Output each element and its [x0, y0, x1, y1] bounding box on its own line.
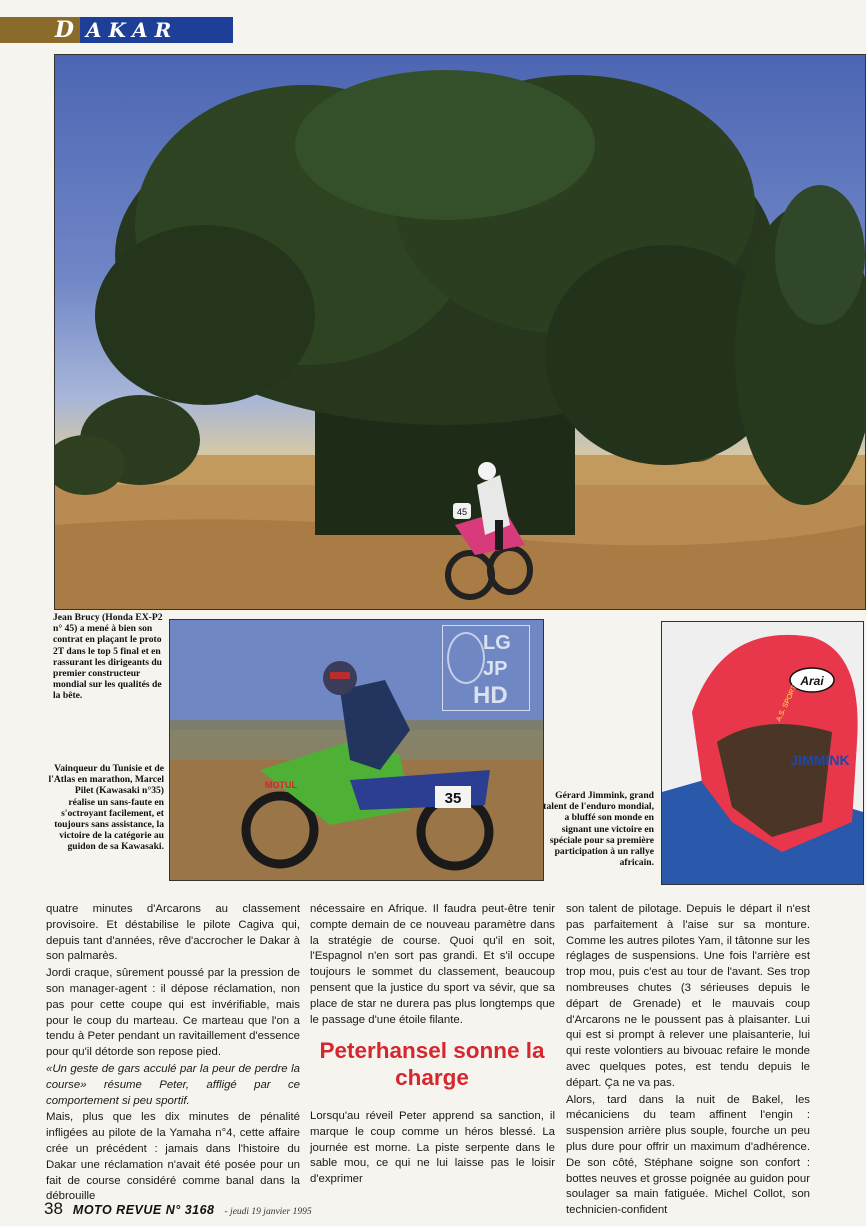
- paragraph: Mais, plus que les dix minutes de pénalité infligées au pilote de la Yamaha n°4, cette affaire crée un précédent : jamais dans l'histoire du Dakar une réclamation n'avait été posée pour un fait de course considéré comme banal dans la débrouille: [46, 1111, 300, 1203]
- section-header: [0, 17, 233, 43]
- paragraph: quatre minutes d'Arcarons au classement provisoire. Et déstabilise le pilote Cagiva qui, depuis tant d'années, rêve d'accrocher le Dakar à son palmarès.: [46, 903, 300, 963]
- page-footer: [44, 1199, 312, 1221]
- main-bib-number: 45: [456, 507, 468, 517]
- paragraph: Jordi craque, sûrement poussé par la pression de son manager-agent : il dépose réclamation, non pas pour cette coupe qui est invérifiable, mais pour le coup du marteau. Ce marteau que l'on a tendu à Peter pendant un ravitaillement d'essence pour qu'il détorde son repose pied.: [46, 967, 300, 1059]
- article-column-2-continued: [310, 1109, 555, 1188]
- main-photo-illustration: [55, 55, 865, 609]
- article-subheadline: Peterhansel sonne la charge: [319, 1038, 545, 1090]
- main-photo: [54, 54, 866, 610]
- paragraph: son talent de pilotage. Depuis le départ il n'est pas parfaitement à l'aise sur sa monture. Comme les autres pilotes Yam, il tâtonne sur les réglages de suspensions. Une fois l'arrière est trop mou, puis c'est au tour de l'avant. Ses trop nombreuses chutes (3 sérieuses depuis le départ de Grenade) et le mauvais coup d'Arcarons ne le poussent pas à plaisanter. Lui qui est si prompt à relever une plaisanterie, lui qui reste volontiers au bivouac refaire le monde avec quelques potes, est tendu depuis le départ. Ça ne va pas.: [566, 903, 810, 1089]
- article-column-1: [46, 902, 300, 1206]
- paragraph: nécessaire en Afrique. Il faudra peut-être tenir compte demain de ce nouveau paramètre dans la stratégie de course. Quoi qu'il en soit, l'Espagnol n'en sort pas grandi. Et s'il occupe toujours le sommet du classement, beaucoup pensent que la justice du sport va sévir, que sa place de star ne durera pas plus longtemps que le passage d'une étoile filante.: [310, 903, 555, 1026]
- page-number: 38: [44, 1199, 63, 1218]
- watermark-logo: [442, 625, 530, 711]
- issue-date: - jeudi 19 janvier 1995: [224, 1207, 312, 1217]
- caption-pilet: Vainqueur du Tunisie et de l'Atlas en marathon, Marcel Pilet (Kawasaki n°35) réalise un sans-faute en s'octroyant facilement, et toujours sans assistance, la victoire de la catégorie au guidon de sa Kawasaki.: [48, 763, 164, 853]
- helmet-sponsor: A.S. SPORT: [775, 684, 799, 723]
- paragraph: Alors, tard dans la nuit de Bakel, les mécaniciens du team affinent l'engin : suspension arrière plus souple, fourche un peu plus dure pour offrir un maximum d'adhérence. De son côté, Stéphane soigne son confort : bottes neuves et grosse poignée au guidon pour soulager sa main fatiguée. Michel Collot, son technicien-confident: [566, 1093, 810, 1217]
- watermark-line2: JP: [483, 658, 508, 680]
- section-header-initial: D: [0, 17, 80, 43]
- helmet-name: JIMMINK: [790, 752, 850, 768]
- caption-brucy: Jean Brucy (Honda EX-P2 n° 45) a mené à bien son contrat en plaçant le proto 2T dans le top 5 final et en rassurant les dirigeants du premier constructeur mondial sur les qualités de la bête.: [53, 612, 163, 702]
- watermark-face-icon: [447, 632, 485, 684]
- kawasaki-bib-number: 35: [444, 790, 462, 807]
- quote-paragraph: «Un geste de gars acculé par la peur de perdre la course» résume Peter, affligé par ce comportement si peu sportif.: [46, 1062, 300, 1107]
- jimmink-portrait-illustration: [662, 622, 863, 884]
- article-column-2: [310, 902, 555, 1029]
- magazine-name: MOTO REVUE N° 3168: [72, 1203, 215, 1217]
- helmet-brand: Arai: [800, 674, 824, 688]
- motul-sticker: MOTUL: [265, 780, 297, 790]
- section-header-title: AKAR: [80, 17, 233, 43]
- caption-jimmink: Gérard Jimmink, grand talent de l'enduro mondial, a bluffé son monde en signant une victoire en spéciale pour sa première participation à un rallye africain.: [543, 790, 654, 869]
- paragraph: Lorsqu'au réveil Peter apprend sa sanction, il marque le coup comme un héros blessé. La journée est morne. La piste serpente dans le sable mou, ce qui ne lui laisse pas le loisir d'exprimer: [310, 1110, 555, 1186]
- watermark-line1: LG: [483, 632, 511, 654]
- watermark-line3: HD: [473, 682, 508, 709]
- article-column-3: [566, 902, 810, 1220]
- jimmink-portrait-photo: [661, 621, 864, 885]
